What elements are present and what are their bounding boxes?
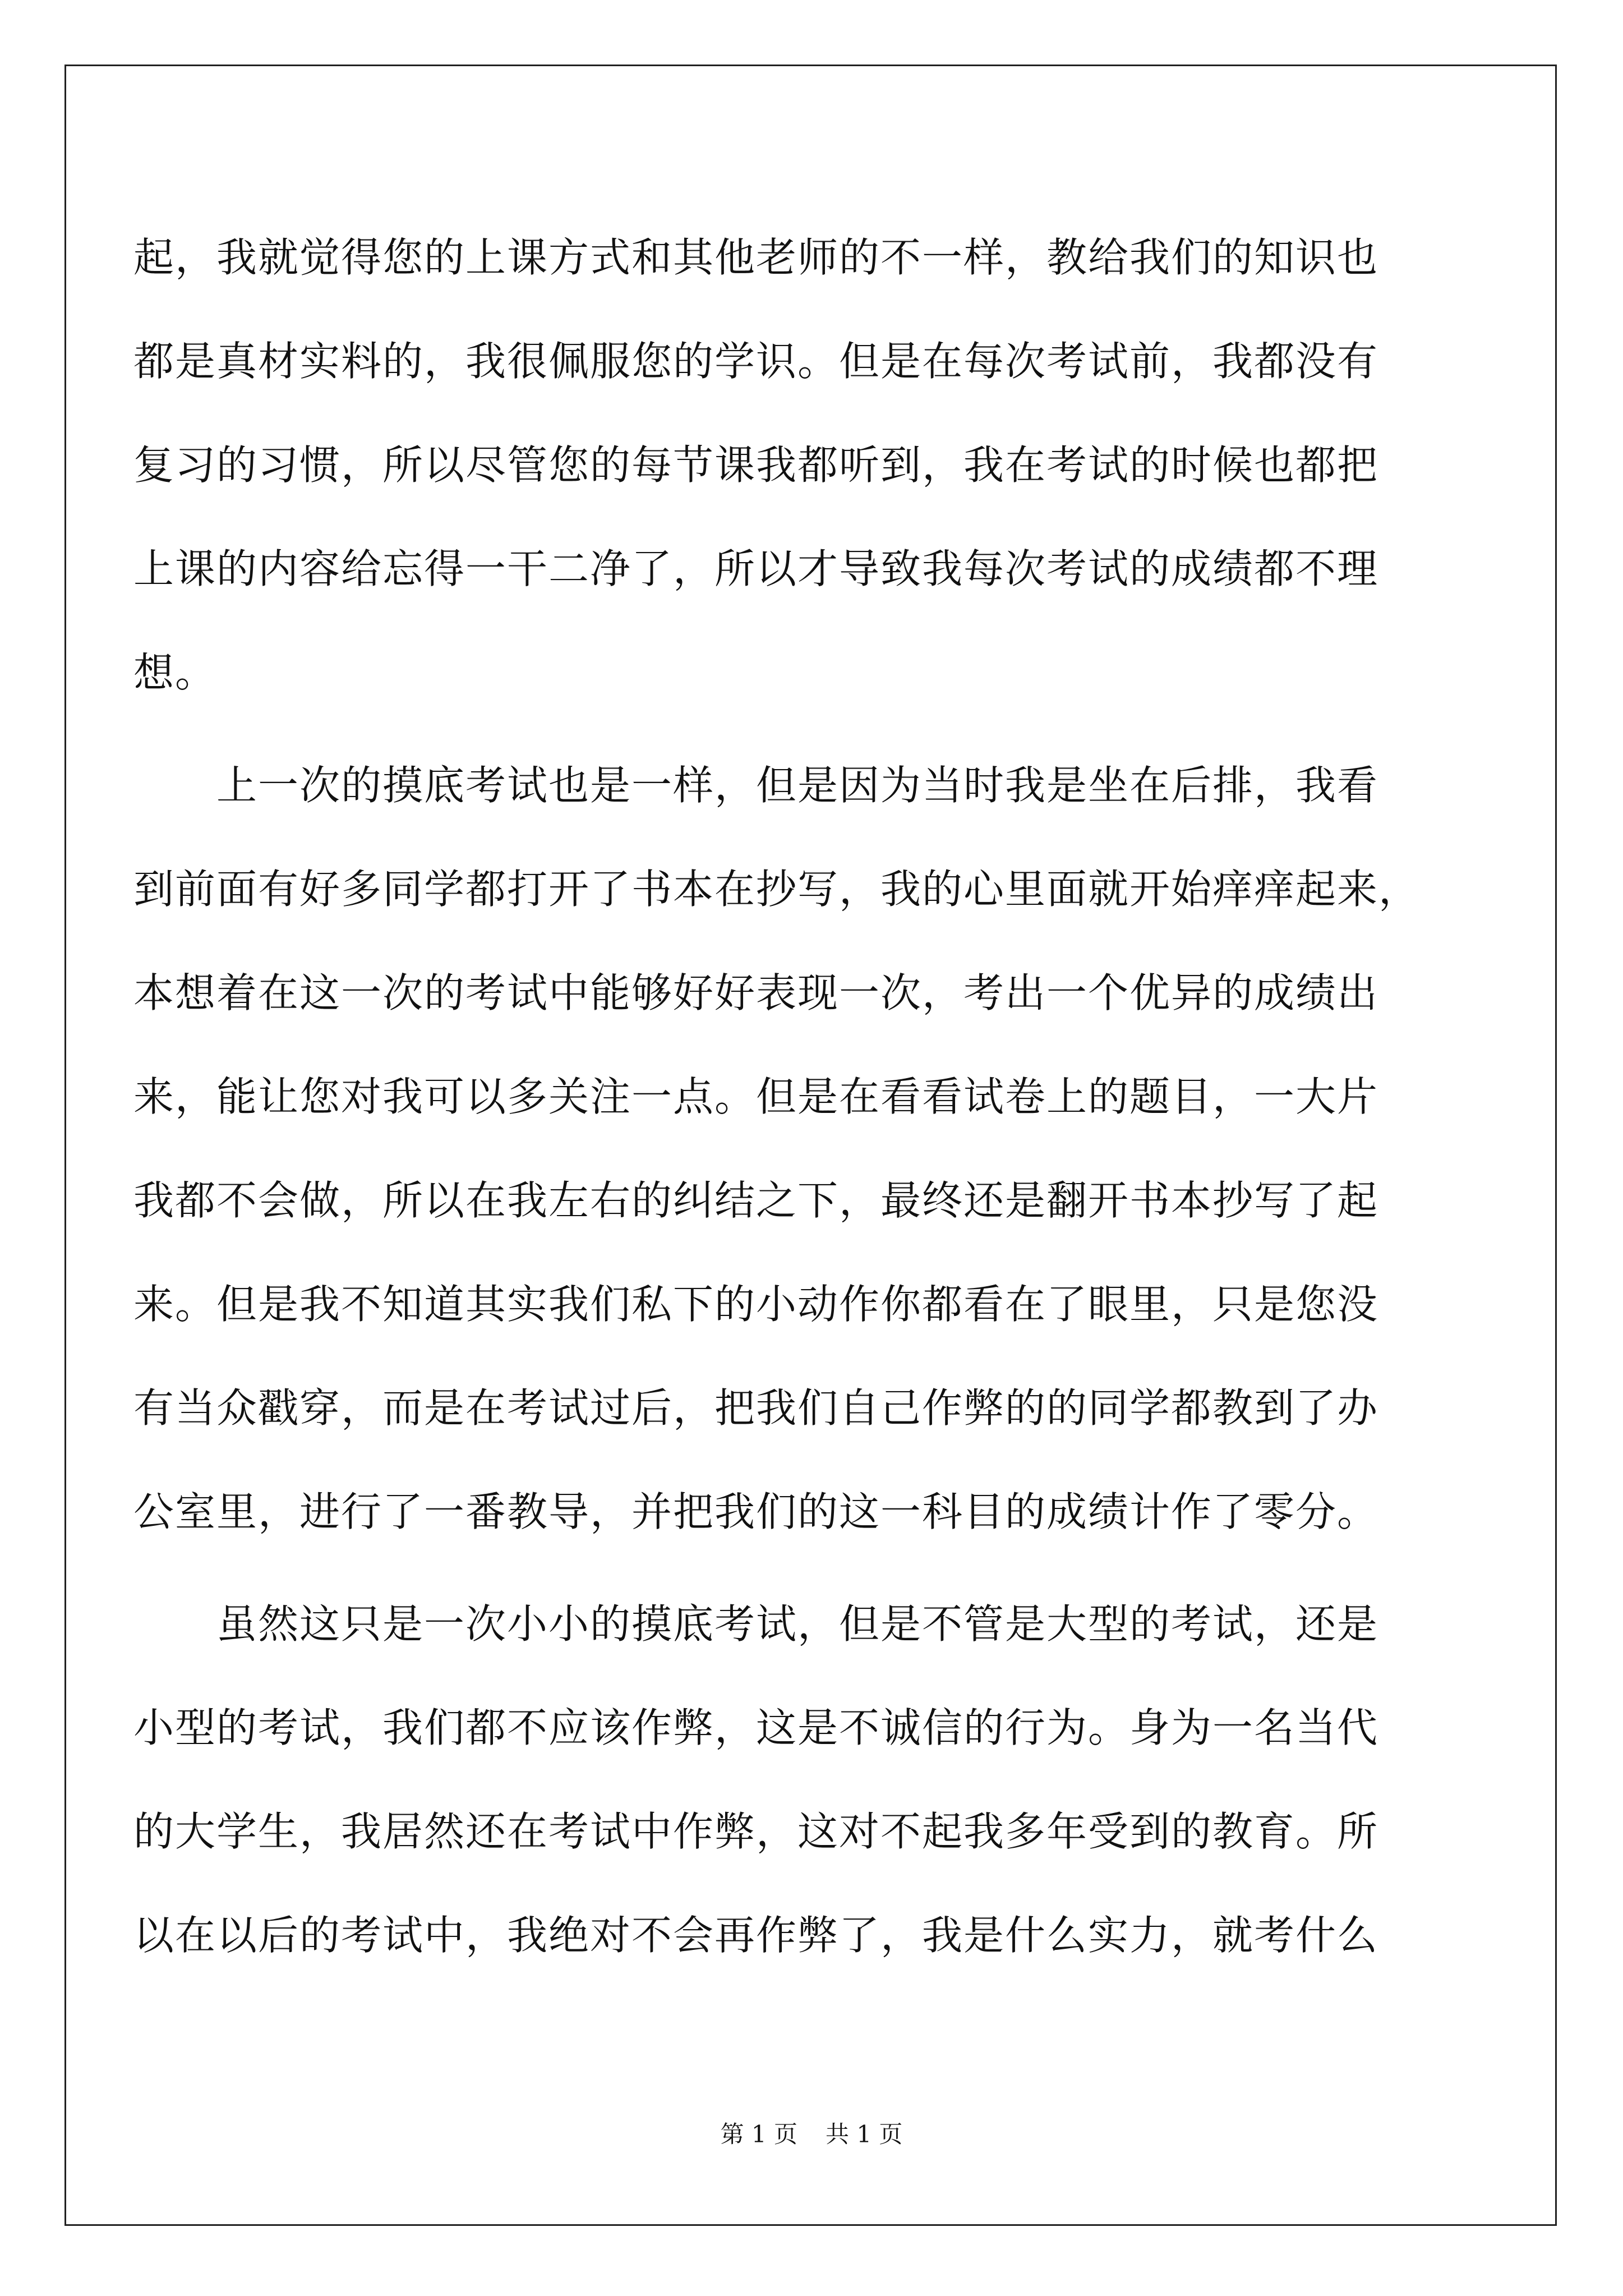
text-line: 公室里，进行了一番教导，并把我们的这一科目的成绩计作了零分。 <box>133 1488 1379 1535</box>
text-line: 上课的内容给忘得一干二净了，所以才导致我每次考试的成绩都不理 <box>133 545 1379 592</box>
text-line: 来。但是我不知道其实我们私下的小动作你都看在了眼里，只是您没 <box>133 1281 1379 1328</box>
text-line: 想。 <box>133 649 217 696</box>
page-footer <box>0 2118 1623 2151</box>
text-line: 有当众戳穿，而是在考试过后，把我们自己作弊的的同学都教到了办 <box>133 1384 1379 1432</box>
text-line: 虽然这只是一次小小的摸底考试，但是不管是大型的考试，还是 <box>133 1600 1379 1648</box>
text-line: 的大学生，我居然还在考试中作弊，这对不起我多年受到的教育。所 <box>133 1808 1379 1855</box>
text-line: 上一次的摸底考试也是一样，但是因为当时我是坐在后排，我看 <box>133 762 1379 809</box>
text-line: 本想着在这一次的考试中能够好好表现一次，考出一个优异的成绩出 <box>133 969 1379 1016</box>
text-line: 起，我就觉得您的上课方式和其他老师的不一样，教给我们的知识也 <box>133 234 1379 281</box>
text-line: 以在以后的考试中，我绝对不会再作弊了，我是什么实力，就考什么 <box>133 1912 1379 1959</box>
text-line: 来，能让您对我可以多关注一点。但是在看看试卷上的题目，一大片 <box>133 1073 1379 1120</box>
page-number-total: 共 1 页 <box>826 2120 903 2148</box>
text-line: 小型的考试，我们都不应该作弊，这是不诚信的行为。身为一名当代 <box>133 1704 1379 1751</box>
text-line: 复习的习惯，所以尽管您的每节课我都听到，我在考试的时候也都把 <box>133 441 1379 489</box>
text-line: 都是真材实料的，我很佩服您的学识。但是在每次考试前，我都没有 <box>133 338 1379 385</box>
page-number-current: 第 1 页 <box>720 2120 797 2148</box>
text-line: 我都不会做，所以在我左右的纠结之下，最终还是翻开书本抄写了起 <box>133 1177 1379 1224</box>
text-line: 到前面有好多同学都打开了书本在抄写，我的心里面就开始痒痒起来， <box>133 866 1421 913</box>
